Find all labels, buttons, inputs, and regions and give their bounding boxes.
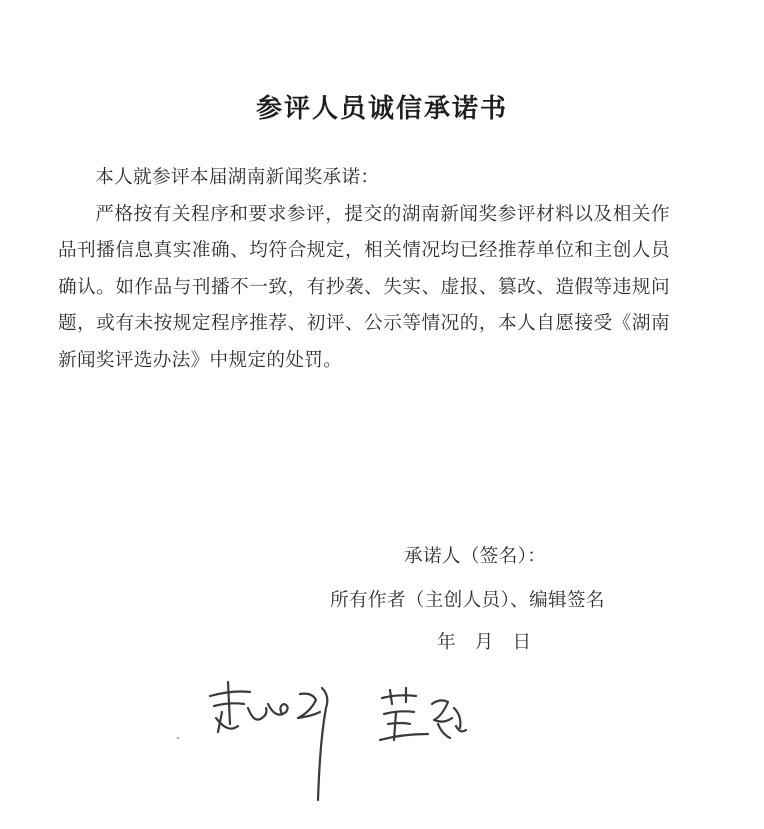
authors-label: 所有作者（主创人员）、编辑签名 [330,590,605,611]
pledger-label: 承诺人（签名）： [404,546,547,567]
body-paragraph-commitment: 严格按有关程序和要求参评，提交的湖南新闻奖参评材料以及相关作品刊播信息真实准确、均符合规定，相关情况均已经推荐单位和主创人员确认。如作品与刊播不一致，有抄袭、失实、虚报、篡改、造假等违规问题，或有未按规定程序推荐、初评、公示等情况的，本人自愿接受《湖南新闻奖评选办法》中规定的处罚。 [58,203,670,371]
body-paragraph-intro: 本人就参评本届湖南新闻奖承诺： [95,167,380,188]
date-label: 年 月 日 [437,632,532,653]
document-title: 参评人员诚信承诺书 [255,94,508,124]
document-body [58,160,670,379]
handwritten-signature [170,668,500,808]
